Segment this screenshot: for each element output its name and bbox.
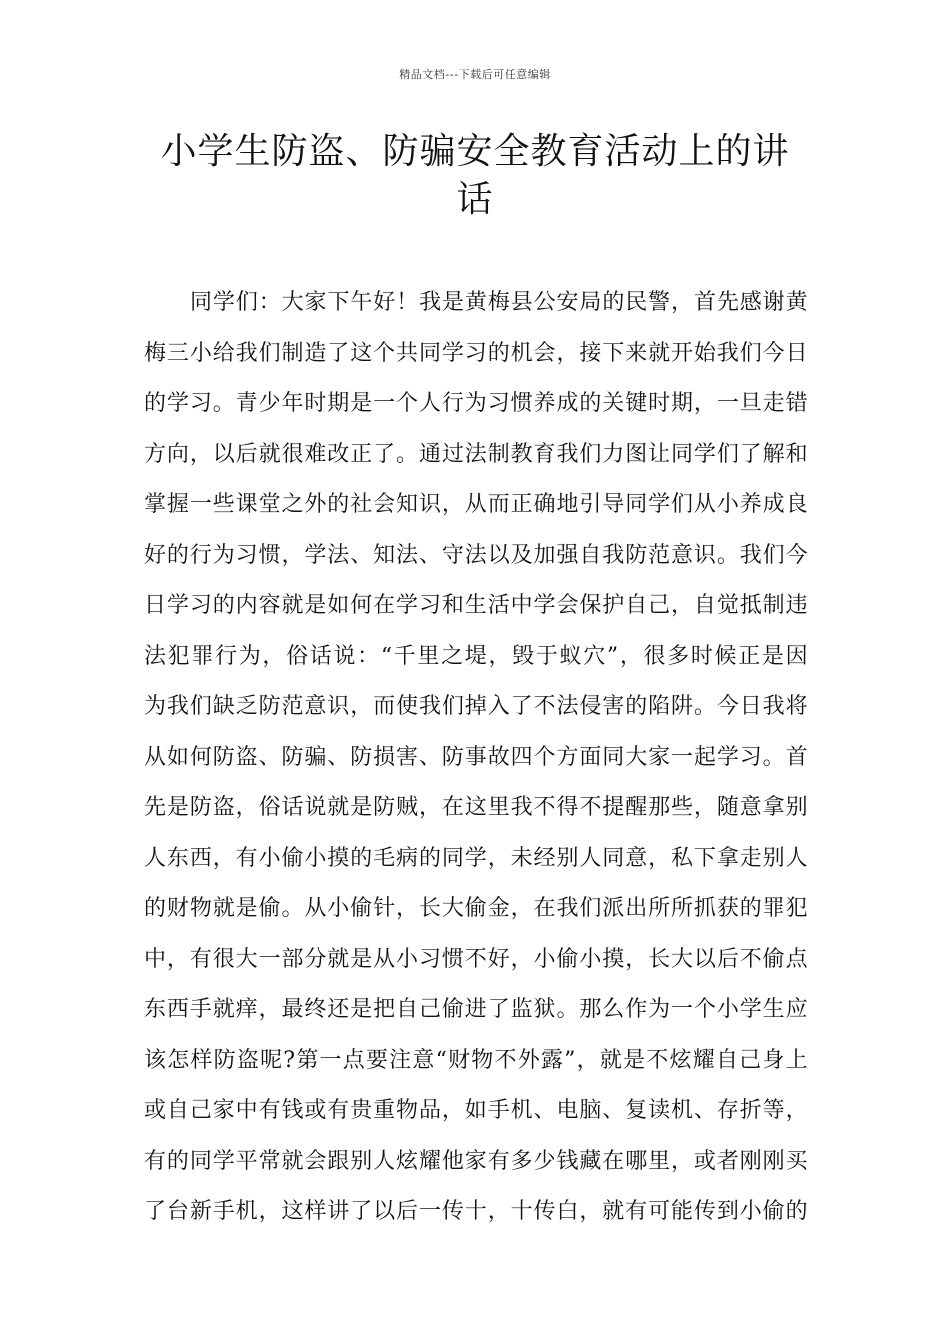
paragraph-line: 的财物就是偷。从小偷针，长大偷金，在我们派出所所抓获的罪犯 bbox=[144, 896, 808, 921]
paragraph-line: 好的行为习惯，学法、知法、守法以及加强自我防范意识。我们今 bbox=[144, 542, 808, 568]
paragraph-line: 同学们：大家下午好！我是黄梅县公安局的民警，首先感谢黄 bbox=[190, 290, 808, 315]
paragraph-line: 东西手就痒，最终还是把自己偷进了监狱。那么作为一个小学生应 bbox=[144, 997, 808, 1022]
paragraph-line: 从如何防盗、防骗、防损害、防事故四个方面同大家一起学习。首 bbox=[144, 744, 808, 770]
paragraph-line: 中，有很大一部分就是从小习惯不好，小偷小摸，长大以后不偷点 bbox=[144, 946, 808, 972]
paragraph-line: 为我们缺乏防范意识，而使我们掉入了不法侵害的陷阱。今日我将 bbox=[144, 694, 808, 719]
paragraph-line: 法犯罪行为，俗话说：“千里之堤，毁于蚁穴”，很多时候正是因 bbox=[144, 643, 808, 669]
paragraph-line: 梅三小给我们制造了这个共同学习的机会，接下来就开始我们今日 bbox=[144, 340, 808, 366]
paragraph-line: 或自己家中有钱或有贵重物品，如手机、电脑、复读机、存折等， bbox=[144, 1098, 808, 1123]
paragraph-line: 人东西，有小偷小摸的毛病的同学，未经别人同意，私下拿走别人 bbox=[144, 845, 808, 871]
title-line: 话 bbox=[456, 179, 494, 220]
paragraph-line: 了台新手机，这样讲了以后一传十，十传白，就有可能传到小偷的 bbox=[144, 1199, 808, 1224]
paragraph-line: 的学习。青少年时期是一个人行为习惯养成的关键时期，一旦走错 bbox=[144, 391, 808, 416]
paragraph-line: 方向，以后就很难改正了。通过法制教育我们力图让同学们了解和 bbox=[144, 441, 808, 467]
body-paragraph bbox=[144, 282, 808, 1242]
paragraph-line: 掌握一些课堂之外的社会知识，从而正确地引导同学们从小养成良 bbox=[144, 492, 808, 517]
paragraph-line: 先是防盗，俗话说就是防贼，在这里我不得不提醒那些，随意拿别 bbox=[144, 795, 808, 820]
paragraph-line: 有的同学平常就会跟别人炫耀他家有多少钱藏在哪里，或者刚刚买 bbox=[144, 1148, 808, 1174]
document-title bbox=[140, 128, 810, 224]
title-line: 小学生防盗、防骗安全教育活动上的讲 bbox=[160, 131, 790, 172]
paragraph-line: 该怎样防盗呢?第一点要注意“财物不外露”，就是不炫耀自己身上 bbox=[144, 1047, 808, 1073]
page-header-note: 精品文档---下载后可任意编辑 bbox=[399, 68, 551, 81]
paragraph-line: 日学习的内容就是如何在学习和生活中学会保护自己，自觉抵制违 bbox=[144, 593, 808, 618]
